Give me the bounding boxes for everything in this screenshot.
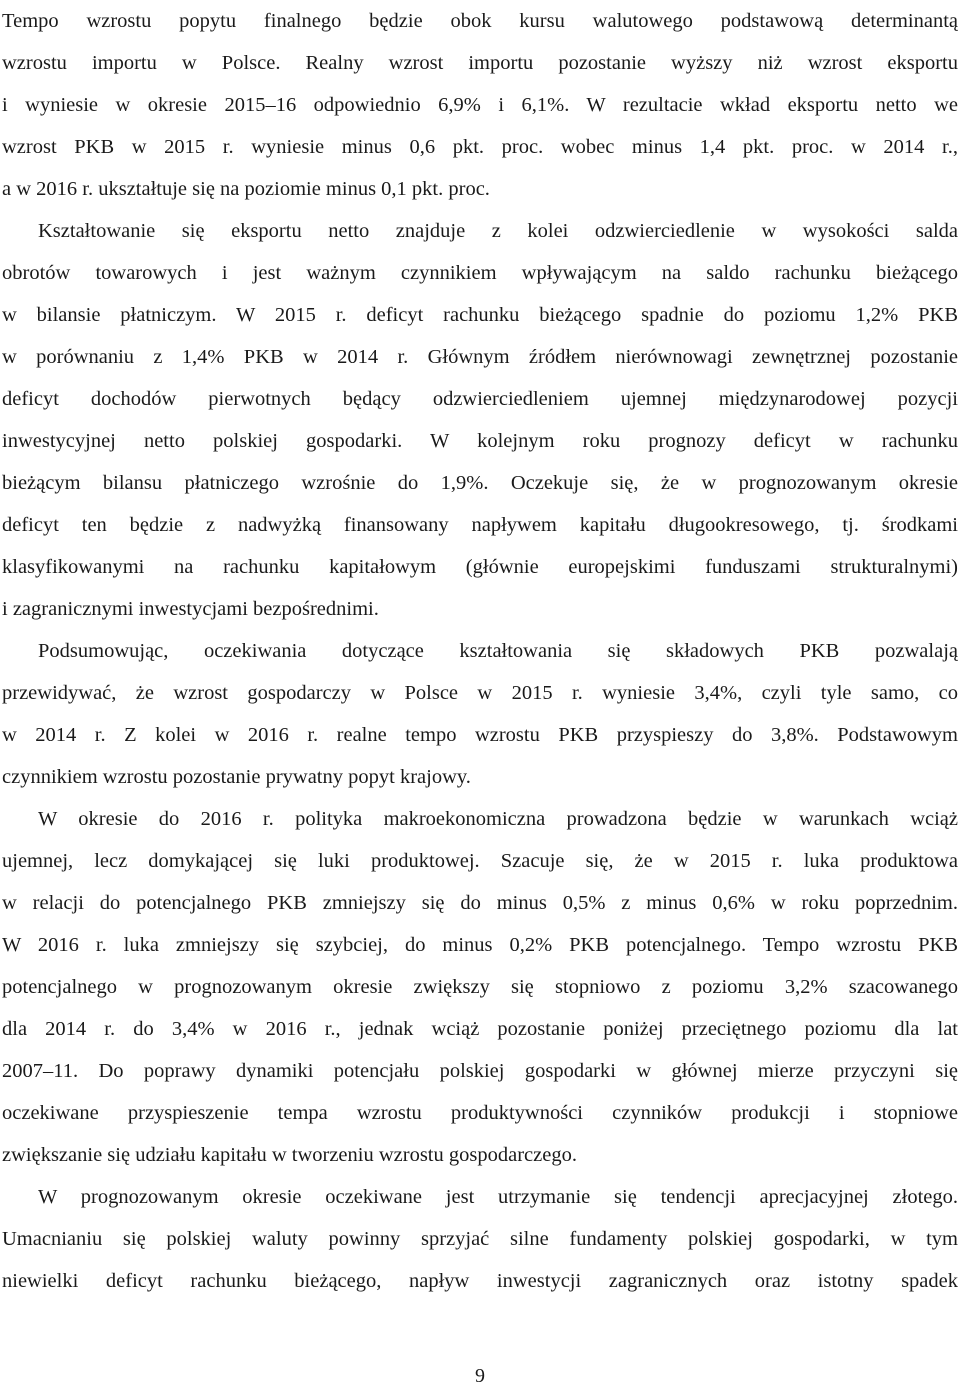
text-line: klasyfikowanymi na rachunku kapitałowym (głównie europejskimi funduszami strukturalnymi) [2,556,958,578]
text-line: w bilansie płatniczym. W 2015 r. deficyt rachunku bieżącego spadnie do poziomu 1,2% PKB [2,304,958,326]
text-line: niewielki deficyt rachunku bieżącego, napływ inwestycji zagranicznych oraz istotny spadek [2,1270,958,1292]
text-line: i wyniesie w okresie 2015–16 odpowiednio 6,9% i 6,1%. W rezultacie wkład eksportu netto we [2,94,958,116]
text-line: a w 2016 r. ukształtuje się na poziomie minus 0,1 pkt. proc. [2,178,490,200]
paragraph-gdp-summary [2,630,958,798]
text-line: W prognozowanym okresie oczekiwane jest utrzymanie się tendencji aprecjacyjnej złotego. [38,1186,958,1208]
text-line: inwestycyjnej netto polskiej gospodarki. W kolejnym roku prognozy deficyt w rachunku [2,430,958,452]
paragraph-net-exports [2,210,958,630]
text-line: Podsumowując, oczekiwania dotyczące kształtowania się składowych PKB pozwalają [38,640,958,662]
text-line: Kształtowanie się eksportu netto znajduje z kolei odzwierciedlenie w wysokości salda [38,220,958,242]
text-line: wzrost PKB w 2015 r. wyniesie minus 0,6 pkt. proc. wobec minus 1,4 pkt. proc. w 2014 r., [2,136,958,158]
text-line: W 2016 r. luka zmniejszy się szybciej, do minus 0,2% PKB potencjalnego. Tempo wzrostu PKB [2,934,958,956]
paragraph-output-gap [2,798,958,1176]
paragraph-currency [2,1176,958,1302]
text-line: W okresie do 2016 r. polityka makroekonomiczna prowadzona będzie w warunkach wciąż [38,808,958,830]
text-line: ujemnej, lecz domykającej się luki produktowej. Szacuje się, że w 2015 r. luka produktowa [2,850,958,872]
text-line: potencjalnego w prognozowanym okresie zwiększy się stopniowo z poziomu 3,2% szacowanego [2,976,958,998]
paragraph-import-growth [2,0,958,210]
body-text [2,0,958,1302]
text-line: w 2014 r. Z kolei w 2016 r. realne tempo wzrostu PKB przyspieszy do 3,8%. Podstawowym [2,724,958,746]
text-line: obrotów towarowych i jest ważnym czynnikiem wpływającym na saldo rachunku bieżącego [2,262,958,284]
text-line: deficyt ten będzie z nadwyżką finansowany napływem kapitału długookresowego, tj. środkami [2,514,958,536]
text-line: zwiększanie się udziału kapitału w tworzeniu wzrostu gospodarczego. [2,1144,577,1166]
text-line: deficyt dochodów pierwotnych będący odzwierciedleniem ujemnej międzynarodowej pozycji [2,388,958,410]
text-line: dla 2014 r. do 3,4% w 2016 r., jednak wciąż pozostanie poniżej przeciętnego poziomu dla lat [2,1018,958,1040]
page-number: 9 [475,1365,485,1387]
text-line: oczekiwane przyspieszenie tempa wzrostu produktywności czynników produkcji i stopniowe [2,1102,958,1124]
text-line: przewidywać, że wzrost gospodarczy w Polsce w 2015 r. wyniesie 3,4%, czyli tyle samo, co [2,682,958,704]
text-line: Tempo wzrostu popytu finalnego będzie obok kursu walutowego podstawową determinantą [2,10,958,32]
text-line: bieżącym bilansu płatniczego wzrośnie do 1,9%. Oczekuje się, że w prognozowanym okresie [2,472,958,494]
text-line: w porównaniu z 1,4% PKB w 2014 r. Głównym źródłem nierównowagi zewnętrznej pozostanie [2,346,958,368]
text-line: i zagranicznymi inwestycjami bezpośrednimi. [2,598,379,620]
text-line: Umacnianiu się polskiej waluty powinny sprzyjać silne fundamenty polskiej gospodarki, w tym [2,1228,958,1250]
text-line: w relacji do potencjalnego PKB zmniejszy się do minus 0,5% z minus 0,6% w roku poprzednim. [2,892,958,914]
text-line: wzrostu importu w Polsce. Realny wzrost importu pozostanie wyższy niż wzrost eksportu [2,52,958,74]
text-line: czynnikiem wzrostu pozostanie prywatny popyt krajowy. [2,766,471,788]
text-line: 2007–11. Do poprawy dynamiki potencjału polskiej gospodarki w głównej mierze przyczyni się [2,1060,958,1082]
